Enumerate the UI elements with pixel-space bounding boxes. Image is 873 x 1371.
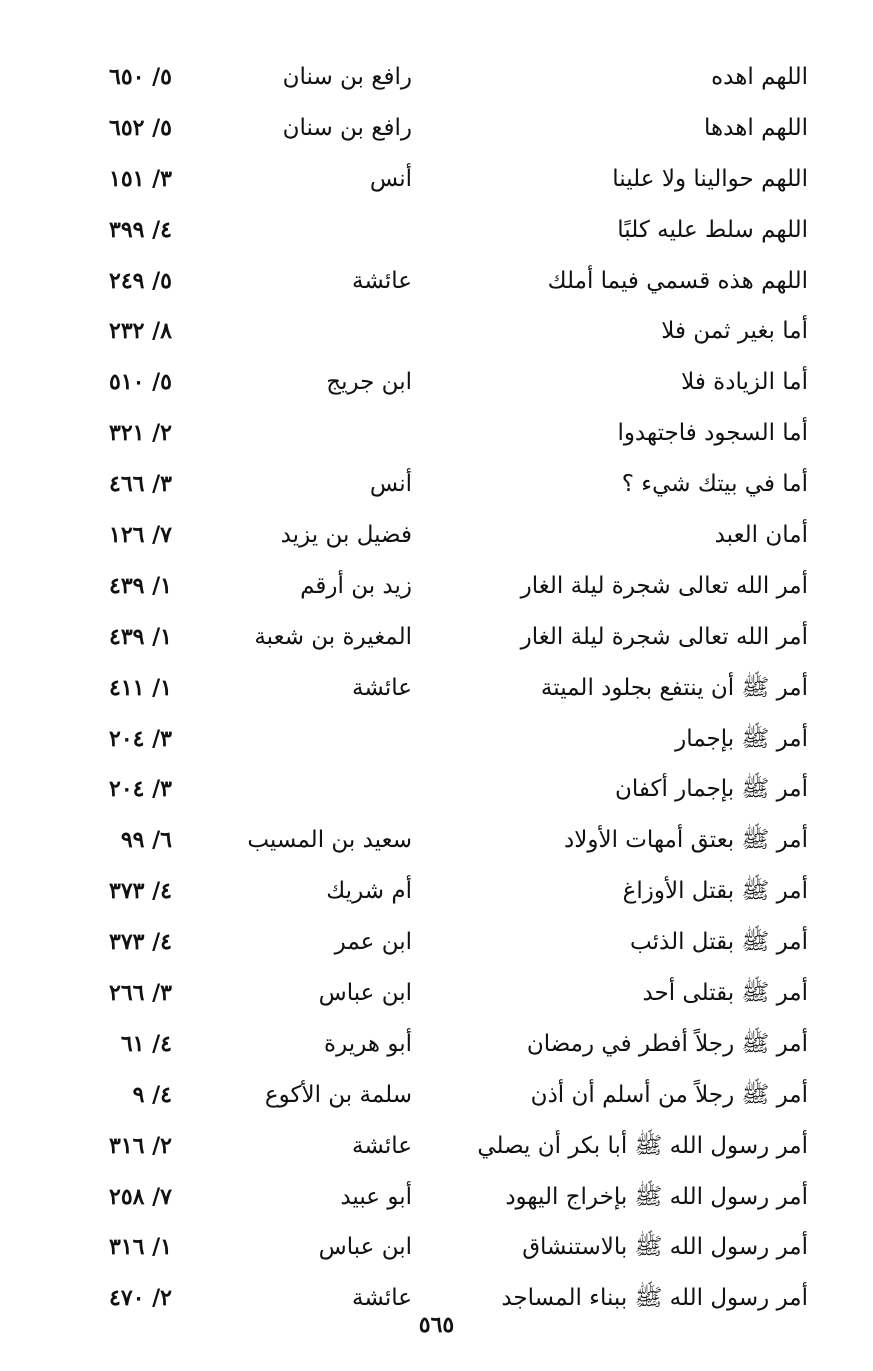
volume-page-reference: ٥/ ٢٤٩: [109, 267, 172, 294]
hadith-text: أمر الله تعالى شجرة ليلة الغار: [520, 572, 808, 599]
narrator-name: [212, 714, 412, 765]
index-entry-row: [60, 205, 820, 256]
narrator-name: سلمة بن الأكوع: [264, 1081, 412, 1108]
index-entry-row: [60, 1019, 820, 1070]
index-entry-row: [60, 968, 820, 1019]
narrator-name: أنس: [369, 471, 412, 498]
volume-page-reference: ٣/ ٢٦٦: [109, 980, 172, 1007]
hadith-text: أمر ﷺ أن ينتفع بجلود الميتة: [540, 674, 808, 701]
narrator-name: ابن جريج: [326, 369, 412, 396]
hadith-text: اللهم اهدها: [704, 114, 808, 141]
narrator-name: سعيد بن المسيب: [247, 827, 412, 854]
index-entry-row: [60, 612, 820, 663]
hadith-text: أمر رسول الله ﷺ بالاستنشاق: [522, 1234, 808, 1261]
volume-page-reference: ٣/ ١٥١: [109, 165, 172, 192]
hadith-text: أمر رسول الله ﷺ بإخراج اليهود: [505, 1183, 808, 1210]
hadith-text: اللهم اهده: [711, 64, 808, 90]
volume-page-reference: ٣/ ٢٠٤: [109, 725, 172, 752]
volume-page-reference: ٨/ ٢٣٢: [109, 318, 172, 345]
index-entry-row: [60, 917, 820, 968]
hadith-text: أمر ﷺ بقتل الذئب: [630, 929, 808, 956]
hadith-text: اللهم سلط عليه كلبًا: [617, 216, 808, 243]
volume-page-reference: ٢/ ٤٧٠: [109, 1285, 172, 1312]
index-entry-row: [60, 714, 820, 765]
hadith-text: أما السجود فاجتهدوا: [617, 420, 808, 447]
volume-page-reference: ٧/ ١٢٦: [109, 522, 172, 549]
narrator-name: عائشة: [352, 1285, 412, 1312]
narrator-name: [212, 205, 412, 256]
index-entry-row: [60, 256, 820, 307]
narrator-name: [212, 306, 412, 357]
narrator-name: أنس: [369, 165, 412, 192]
volume-page-reference: ٦/ ٩٩: [120, 827, 172, 854]
narrator-name: أبو هريرة: [324, 1030, 412, 1057]
index-entry-row: [60, 408, 820, 459]
narrator-name: المغيرة بن شعبة: [254, 623, 412, 650]
volume-page-reference: ٢/ ٣١٦: [109, 1132, 172, 1159]
index-entry-row: [60, 1121, 820, 1172]
narrator-name: عائشة: [352, 674, 412, 701]
hadith-text: أمر ﷺ رجلاً من أسلم أن أذن: [530, 1081, 808, 1108]
volume-page-reference: ٣/ ٤٦٦: [109, 471, 172, 498]
index-entry-row: [60, 357, 820, 408]
narrator-name: ابن عمر: [334, 929, 412, 956]
volume-page-reference: ١/ ٣١٦: [109, 1234, 172, 1261]
index-entry-row: [60, 306, 820, 357]
index-entry-row: [60, 154, 820, 205]
hadith-text: أمر ﷺ بقتلى أحد: [642, 980, 808, 1007]
hadith-text: أمان العبد: [714, 522, 808, 549]
index-entry-row: [60, 1222, 820, 1273]
volume-page-reference: ٥/ ٦٥٢: [109, 114, 172, 141]
volume-page-reference: ٧/ ٢٥٨: [109, 1183, 172, 1210]
index-entry-row: [60, 1172, 820, 1223]
index-entry-row: [60, 561, 820, 612]
narrator-name: [212, 764, 412, 815]
narrator-name: أم شريك: [326, 878, 412, 905]
hadith-text: أمر ﷺ بإجمار أكفان: [614, 776, 808, 803]
narrator-name: أبو عبيد: [340, 1183, 412, 1210]
volume-page-reference: ١/ ٤٣٩: [109, 623, 172, 650]
index-entry-row: [60, 764, 820, 815]
hadith-text: أمر رسول الله ﷺ أبا بكر أن يصلي: [477, 1132, 808, 1159]
volume-page-reference: ٤/ ٦١: [120, 1030, 172, 1057]
hadith-text: أمر ﷺ رجلاً أفطر في رمضان: [526, 1030, 808, 1057]
hadith-text: أما في بيتك شيء ؟: [621, 471, 808, 498]
index-entry-row: [60, 663, 820, 714]
narrator-name: زيد بن أرقم: [300, 572, 412, 599]
index-entry-row: [60, 866, 820, 917]
index-entry-row: [60, 52, 820, 103]
narrator-name: ابن عباس: [318, 1234, 412, 1261]
page-number: ٥٦٥: [418, 1312, 455, 1338]
volume-page-reference: ٢/ ٣٢١: [109, 420, 172, 447]
volume-page-reference: ٣/ ٢٠٤: [109, 776, 172, 803]
volume-page-reference: ٤/ ٩: [132, 1081, 172, 1108]
volume-page-reference: ٤/ ٣٧٣: [109, 929, 172, 956]
narrator-name: فضيل بن يزيد: [280, 522, 412, 549]
hadith-text: أما بغير ثمن فلا: [661, 318, 808, 345]
narrator-name: ابن عباس: [318, 980, 412, 1007]
hadith-text: أما الزيادة فلا: [681, 369, 808, 396]
hadith-text: أمر ﷺ بقتل الأوزاغ: [622, 878, 808, 905]
volume-page-reference: ٥/ ٥١٠: [109, 369, 172, 396]
hadith-text: اللهم هذه قسمي فيما أملك: [547, 267, 808, 294]
hadith-text: أمر رسول الله ﷺ ببناء المساجد: [501, 1285, 808, 1312]
index-entry-row: [60, 510, 820, 561]
narrator-name: رافع بن سنان: [282, 114, 412, 141]
hadith-text: أمر ﷺ بعتق أمهات الأولاد: [564, 827, 808, 854]
hadith-text: أمر الله تعالى شجرة ليلة الغار: [520, 623, 808, 650]
volume-page-reference: ١/ ٤١١: [109, 674, 172, 701]
hadith-text: اللهم حوالينا ولا علينا: [612, 165, 808, 192]
volume-page-reference: ٤/ ٣٩٩: [109, 216, 172, 243]
narrator-name: عائشة: [352, 1132, 412, 1159]
index-entry-row: [60, 1070, 820, 1121]
index-entry-row: [60, 103, 820, 154]
hadith-text: أمر ﷺ بإجمار: [675, 725, 808, 752]
index-entry-row: [60, 459, 820, 510]
narrator-name: [212, 408, 412, 459]
hadith-index-table: [60, 52, 820, 1324]
volume-page-reference: ١/ ٤٣٩: [109, 572, 172, 599]
narrator-name: عائشة: [352, 267, 412, 294]
volume-page-reference: ٥/ ٦٥٠: [109, 64, 172, 90]
index-entry-row: [60, 815, 820, 866]
narrator-name: رافع بن سنان: [282, 64, 412, 90]
volume-page-reference: ٤/ ٣٧٣: [109, 878, 172, 905]
